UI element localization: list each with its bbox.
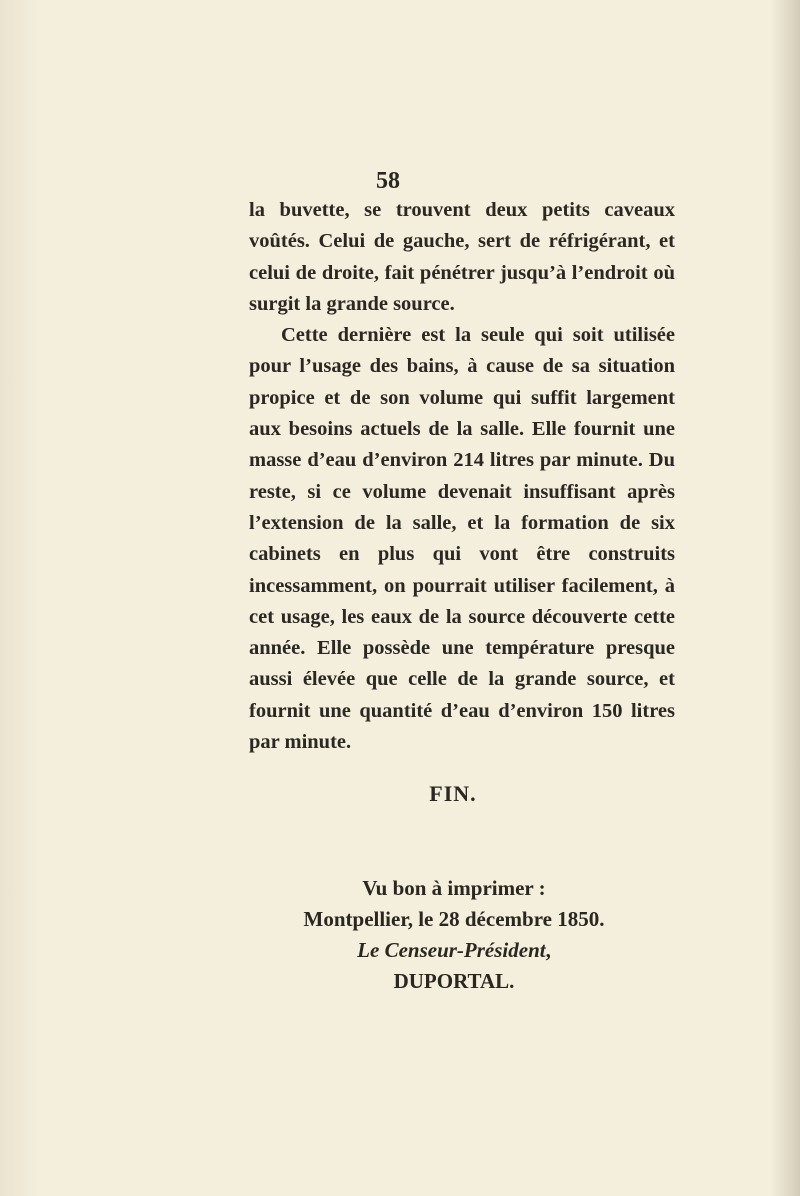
imprimatur-line-1: Vu bon à imprimer :: [362, 876, 546, 900]
imprimatur-block: [0, 873, 800, 997]
body-text: [249, 195, 675, 758]
fin-label: FIN.: [429, 781, 477, 806]
page-number: 58: [376, 168, 400, 194]
paragraph-2: Cette dernière est la seule qui soit utilisée pour l’usage des bains, à cause de sa situation propice et de son volume qui suffit largement aux besoins actuels de la salle. Elle fournit une masse d’eau d’environ 214 litres par minute. Du reste, si ce volume devenait insuffisant après l’extension de la salle, et la formation de six cabinets en plus qui vont être construits incessamment, on pourrait utiliser facilement, à cet usage, les eaux de la source découverte cette année. Elle possède une température presque aussi élevée que celle de la grande source, et fournit une quantité d’eau d’environ 150 litres par minute.: [249, 324, 675, 754]
imprimatur-line-2: Montpellier, le 28 décembre 1850.: [303, 907, 605, 931]
paragraph-1: la buvette, se trouvent deux petits caveaux voûtés. Celui de gauche, sert de réfrigérant, et celui de droite, fait pénétrer jusqu’à l’endroit où surgit la grande source.: [249, 199, 675, 315]
imprimatur-line-4: DUPORTAL.: [393, 969, 515, 993]
censor-title-comma: ,: [545, 938, 551, 962]
imprimatur-line-3: [0, 935, 800, 966]
censor-title: Le Censeur-Président: [357, 938, 546, 962]
